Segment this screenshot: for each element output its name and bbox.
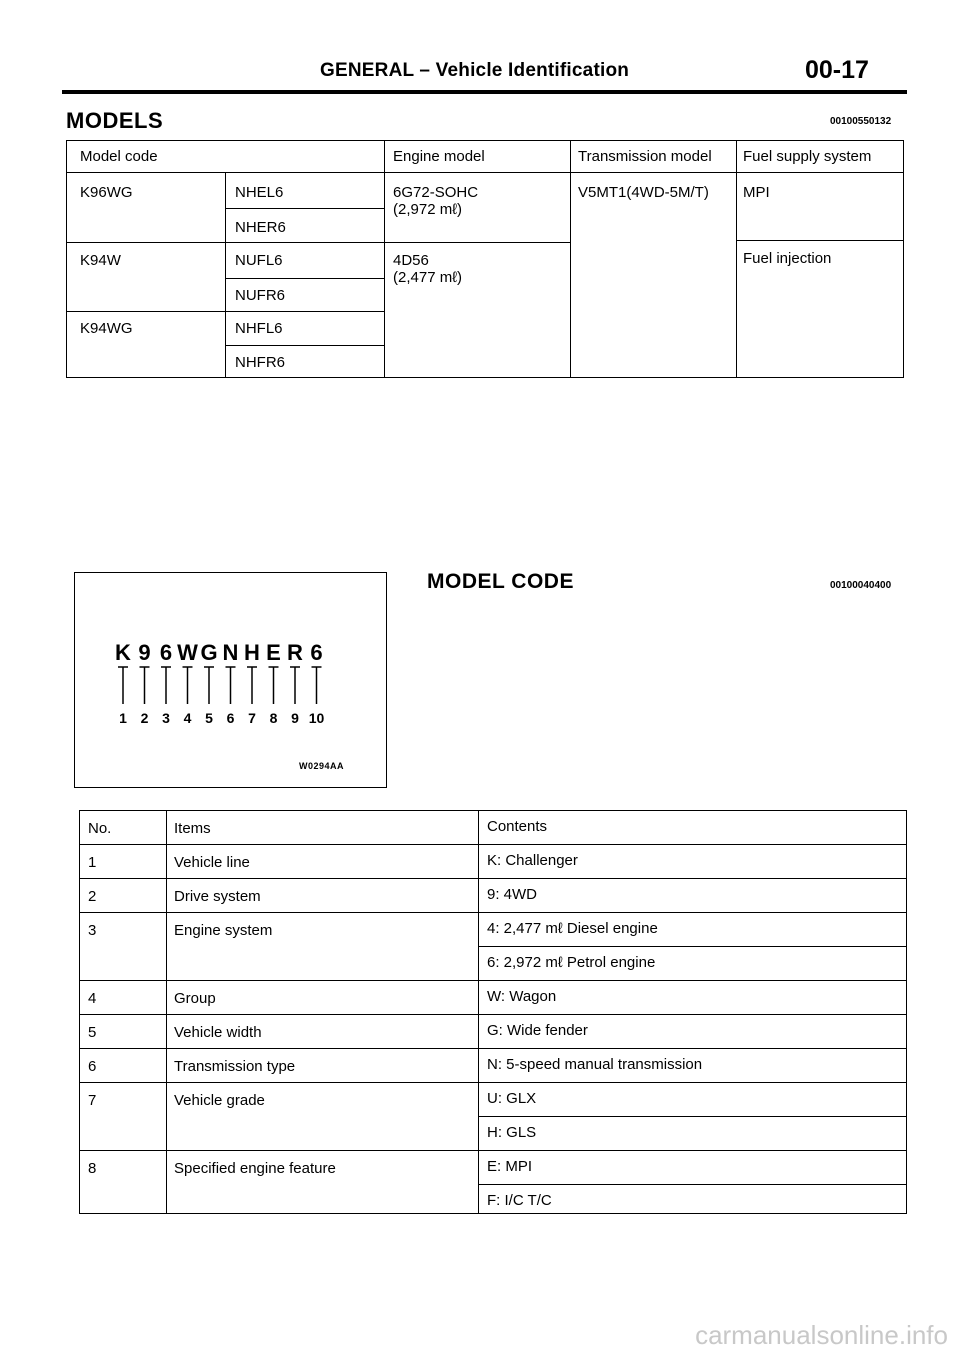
code-row-content: F: I/C T/C (487, 1192, 552, 1209)
code-subrow-divider (478, 946, 907, 947)
code-row-no: 5 (88, 1024, 97, 1041)
engine-displacement: (2,477 mℓ) (393, 269, 463, 286)
model-subcode: NUFL6 (235, 252, 283, 269)
code-position-number: 7 (248, 710, 256, 726)
code-letter: H (244, 640, 260, 665)
models-row-divider (225, 208, 384, 209)
header-items: Items (174, 820, 211, 837)
model-group-k96wg: K96WG (80, 184, 133, 201)
code-position-number: 1 (119, 710, 127, 726)
models-col-divider (736, 140, 737, 378)
code-row-divider (79, 844, 907, 845)
code-row-no: 2 (88, 888, 97, 905)
code-row-item: Group (174, 990, 216, 1007)
model-code-diagram (75, 573, 385, 786)
code-row-divider (79, 878, 907, 879)
engine-model-value: 4D56 (393, 252, 429, 269)
code-row-no: 3 (88, 922, 97, 939)
model-code-section-title: MODEL CODE (427, 570, 574, 593)
code-row-divider (79, 1048, 907, 1049)
models-col-divider (225, 172, 226, 378)
code-position-number: 3 (162, 710, 170, 726)
code-letter: G (200, 640, 218, 665)
code-row-content: 6: 2,972 mℓ Petrol engine (487, 954, 656, 971)
models-col-divider (384, 140, 385, 378)
code-row-item: Transmission type (174, 1058, 296, 1075)
models-col-divider (570, 140, 571, 378)
code-row-no: 6 (88, 1058, 97, 1075)
engine-model-value: 6G72-SOHC (393, 184, 479, 201)
header-model-code: Model code (80, 148, 158, 165)
model-group-k94w: K94W (80, 252, 121, 269)
code-letter: 6 (310, 640, 323, 665)
code-col-divider (478, 810, 479, 1214)
models-row-divider (66, 311, 384, 312)
code-letter: 6 (159, 640, 173, 665)
models-row-divider (225, 345, 384, 346)
code-letter: W (177, 640, 198, 665)
code-row-item: Vehicle width (174, 1024, 262, 1041)
model-subcode: NHEL6 (235, 184, 284, 201)
code-row-divider (79, 1150, 907, 1151)
header-contents: Contents (487, 818, 548, 835)
header-fuel-supply: Fuel supply system (743, 148, 872, 165)
code-position-number: 9 (291, 710, 299, 726)
model-group-k94wg: K94WG (80, 320, 133, 337)
models-row-divider (225, 278, 384, 279)
code-row-content: 4: 2,477 mℓ Diesel engine (487, 920, 658, 937)
code-row-divider (79, 980, 907, 981)
code-position-number: 8 (269, 710, 278, 726)
page-number: 00-17 (805, 56, 869, 84)
code-row-divider (79, 1014, 907, 1015)
code-row-no: 7 (88, 1092, 97, 1109)
models-section-title: MODELS (66, 108, 164, 133)
code-row-content: N: 5-speed manual transmission (487, 1056, 703, 1073)
code-col-divider (166, 810, 167, 1214)
models-row-divider (66, 242, 570, 243)
code-row-no: 8 (88, 1160, 97, 1177)
models-header-divider (66, 172, 904, 173)
header-transmission-model: Transmission model (578, 148, 712, 165)
fuel-supply-value: Fuel injection (743, 250, 832, 267)
models-row-divider (736, 240, 904, 241)
code-row-no: 4 (88, 990, 97, 1007)
model-code-section-code: 00100040400 (830, 580, 892, 591)
fuel-supply-value: MPI (743, 184, 770, 201)
figure-id: W0294AA (299, 761, 345, 771)
code-row-content: E: MPI (487, 1158, 533, 1175)
model-subcode: NUFR6 (235, 287, 286, 304)
header-rule (62, 90, 907, 94)
code-row-content: U: GLX (487, 1090, 537, 1107)
code-letter: N (222, 640, 239, 665)
code-row-item: Vehicle grade (174, 1092, 265, 1109)
code-row-content: 9: 4WD (487, 886, 538, 903)
watermark: carmanualsonline.info (695, 1320, 948, 1350)
code-position-number: 4 (183, 710, 192, 726)
code-letter: 9 (138, 640, 151, 665)
transmission-value: V5MT1(4WD-5M/T) (578, 184, 709, 201)
code-letter: K (115, 640, 131, 665)
code-row-item: Specified engine feature (174, 1160, 336, 1177)
code-position-number: 5 (205, 710, 213, 726)
code-position-number: 10 (308, 710, 325, 726)
code-subrow-divider (478, 1116, 907, 1117)
header-engine-model: Engine model (393, 148, 485, 165)
code-row-content: K: Challenger (487, 852, 578, 869)
code-row-no: 1 (88, 854, 97, 871)
code-row-item: Engine system (174, 922, 273, 939)
code-row-divider (79, 912, 907, 913)
code-row-content: W: Wagon (487, 988, 557, 1005)
page-header-title: GENERAL – Vehicle Identification (320, 60, 630, 81)
code-row-item: Drive system (174, 888, 261, 905)
model-subcode: NHFL6 (235, 320, 283, 337)
code-subrow-divider (478, 1184, 907, 1185)
code-row-content: H: GLS (487, 1124, 537, 1141)
model-code-figure (74, 572, 387, 788)
code-position-number: 6 (226, 710, 235, 726)
code-row-item: Vehicle line (174, 854, 250, 871)
code-row-divider (79, 1082, 907, 1083)
code-letter: E (266, 640, 281, 665)
header-no: No. (88, 820, 112, 837)
engine-displacement: (2,972 mℓ) (393, 201, 463, 218)
code-position-number: 2 (140, 710, 149, 726)
code-row-content: G: Wide fender (487, 1022, 588, 1039)
model-subcode: NHFR6 (235, 354, 286, 371)
model-subcode: NHER6 (235, 219, 286, 236)
models-section-code: 00100550132 (830, 116, 892, 127)
code-letter: R (287, 640, 303, 665)
